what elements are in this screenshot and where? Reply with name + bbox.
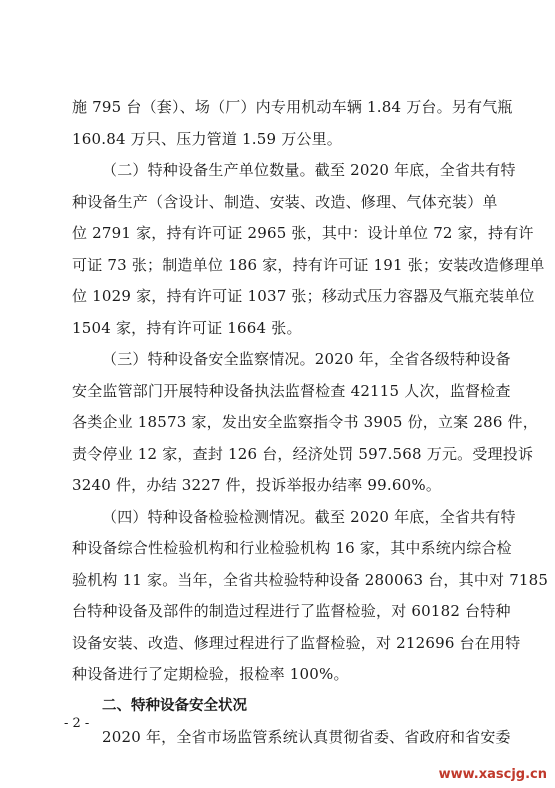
document-body <box>72 92 549 754</box>
text-line: 各类企业 18573 家，发出安全监察指令书 3905 份，立案 286 件， <box>72 413 538 431</box>
text-line: （四）特种设备检验检测情况。截至 2020 年底，全省共有特 <box>102 507 516 526</box>
watermark: www.xascjg.cn <box>438 767 547 782</box>
text-line: 设备安装、改造、修理过程进行了监督检验，对 212696 台在用特 <box>72 633 521 652</box>
text-line: 2020 年，全省市场监管系统认真贯彻省委、省政府和省安委 <box>102 728 511 746</box>
text-line: 种设备生产（含设计、制造、安装、改造、修理、气体充装）单 <box>72 192 498 211</box>
text-line: 位 2791 家，持有许可证 2965 张，其中：设计单位 72 家，持有许 <box>72 224 534 242</box>
text-line: 位 1029 家，持有许可证 1037 张；移动式压力容器及气瓶充装单位 <box>72 287 535 305</box>
section-heading: 二、特种设备安全状况 <box>102 697 247 714</box>
text-line: 可证 73 张；制造单位 186 家，持有许可证 191 张；安装改造修理单 <box>72 255 545 274</box>
text-line: 安全监管部门开展特种设备执法监督检查 42115 人次，监督检查 <box>72 381 511 400</box>
paragraph-supervision <box>72 344 538 502</box>
paragraph-production-units <box>72 155 545 344</box>
text-line: 160.84 万只、压力管道 1.59 万公里。 <box>72 129 342 148</box>
text-line: 台特种设备及部件的制造过程进行了监督检验，对 60182 台特种 <box>72 602 511 620</box>
text-line: 责令停业 12 家，查封 126 台，经济处罚 597.568 万元。受理投诉 <box>72 444 534 463</box>
text-line: （三）特种设备安全监察情况。2020 年，全省各级特种设备 <box>102 350 511 368</box>
paragraph-inspection <box>72 502 549 691</box>
paragraph-continuation <box>72 92 513 155</box>
page-number: - 2 - <box>64 716 90 731</box>
text-line: （二）特种设备生产单位数量。截至 2020 年底，全省共有特 <box>102 161 516 179</box>
text-line: 施 795 台（套）、场（厂）内专用机动车辆 1.84 万台。另有气瓶 <box>72 98 513 116</box>
text-line: 种设备综合性检验机构和行业检验机构 16 家，其中系统内综合检 <box>72 539 512 557</box>
text-line: 1504 家，持有许可证 1664 张。 <box>72 318 302 337</box>
text-line: 3240 件，办结 3227 件，投诉举报办结率 99.60%。 <box>72 476 442 494</box>
text-line: 种设备进行了定期检验，报检率 100%。 <box>72 665 349 683</box>
text-line: 验机构 11 家。当年，全省共检验特种设备 280063 台，其中对 7185 <box>72 570 549 589</box>
